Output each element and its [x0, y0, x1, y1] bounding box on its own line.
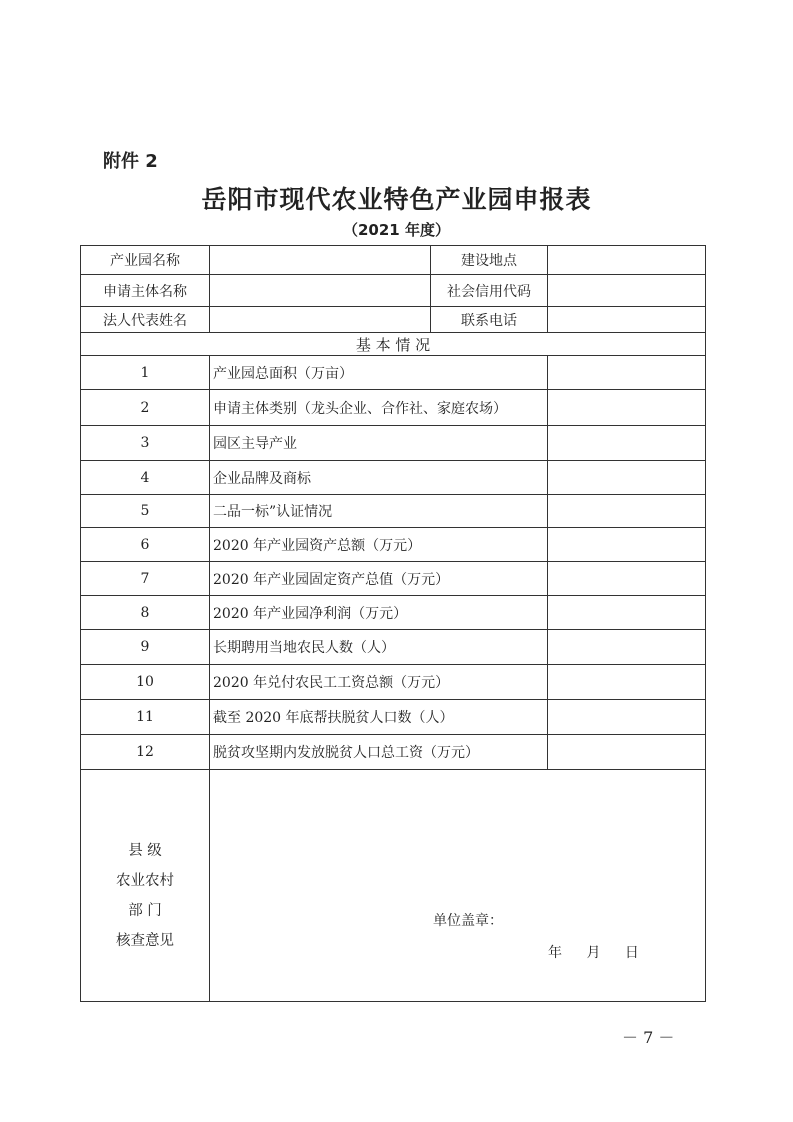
- row-value-input[interactable]: [547, 494, 706, 528]
- opinion-input-area[interactable]: [209, 769, 706, 1002]
- row-number: 5: [80, 494, 210, 528]
- row-number: 6: [80, 527, 210, 562]
- date-label: 年 月 日: [548, 945, 639, 961]
- form-title: 岳阳市现代农业特色产业园申报表: [201, 185, 592, 214]
- row-value-input[interactable]: [547, 561, 706, 596]
- row-value-input[interactable]: [547, 734, 706, 770]
- row-number: 1: [80, 355, 210, 390]
- form-year: （2021 年度）: [343, 221, 450, 239]
- row-label: 申请主体类别（龙头企业、合作社、家庭农场）: [209, 389, 548, 426]
- row-label: 脱贫攻坚期内发放脱贫人口总工资（万元）: [209, 734, 548, 770]
- field-input[interactable]: [547, 306, 706, 333]
- row-value-input[interactable]: [547, 699, 706, 735]
- field-label: 建设地点: [430, 245, 548, 275]
- field-label: 产业园名称: [80, 245, 210, 275]
- field-input[interactable]: [547, 274, 706, 307]
- row-label: 长期聘用当地农民人数（人）: [209, 629, 548, 665]
- field-input[interactable]: [209, 274, 431, 307]
- row-value-input[interactable]: [547, 595, 706, 630]
- field-label: 申请主体名称: [80, 274, 210, 307]
- row-number: 7: [80, 561, 210, 596]
- row-label: 2020 年产业园资产总额（万元）: [209, 527, 548, 562]
- row-number: 12: [80, 734, 210, 770]
- row-label: 2020 年产业园净利润（万元）: [209, 595, 548, 630]
- opinion-label: [80, 836, 210, 956]
- row-label: 截至 2020 年底帮扶脱贫人口数（人）: [209, 699, 548, 735]
- row-value-input[interactable]: [547, 664, 706, 700]
- row-label: 2020 年产业园固定资产总值（万元）: [209, 561, 548, 596]
- row-number: 8: [80, 595, 210, 630]
- row-value-input[interactable]: [547, 355, 706, 390]
- seal-label: 单位盖章：: [433, 913, 503, 929]
- page-number: － 7 －: [622, 1028, 675, 1047]
- row-number: 10: [80, 664, 210, 700]
- field-label: 社会信用代码: [430, 274, 548, 307]
- opinion-label-line: 县 级: [128, 843, 162, 859]
- row-label: 二品一标”认证情况: [209, 494, 548, 528]
- row-number: 9: [80, 629, 210, 665]
- row-value-input[interactable]: [547, 527, 706, 562]
- field-input[interactable]: [209, 306, 431, 333]
- row-label: 产业园总面积（万亩）: [209, 355, 548, 390]
- section-title: 基 本 情 况: [80, 332, 706, 356]
- field-label: 法人代表姓名: [80, 306, 210, 333]
- row-value-input[interactable]: [547, 460, 706, 495]
- row-number: 3: [80, 425, 210, 461]
- field-input[interactable]: [547, 245, 706, 275]
- row-value-input[interactable]: [547, 629, 706, 665]
- opinion-label-line: 核查意见: [116, 933, 174, 949]
- row-value-input[interactable]: [547, 425, 706, 461]
- field-input[interactable]: [209, 245, 431, 275]
- row-label: 2020 年兑付农民工工资总额（万元）: [209, 664, 548, 700]
- row-number: 4: [80, 460, 210, 495]
- attachment-label: 附件 2: [103, 151, 158, 172]
- row-number: 11: [80, 699, 210, 735]
- row-number: 2: [80, 389, 210, 426]
- field-label: 联系电话: [430, 306, 548, 333]
- opinion-label-line: 农业农村: [116, 873, 174, 889]
- opinion-label-line: 部 门: [128, 903, 162, 919]
- row-label: 企业品牌及商标: [209, 460, 548, 495]
- row-label: 园区主导产业: [209, 425, 548, 461]
- row-value-input[interactable]: [547, 389, 706, 426]
